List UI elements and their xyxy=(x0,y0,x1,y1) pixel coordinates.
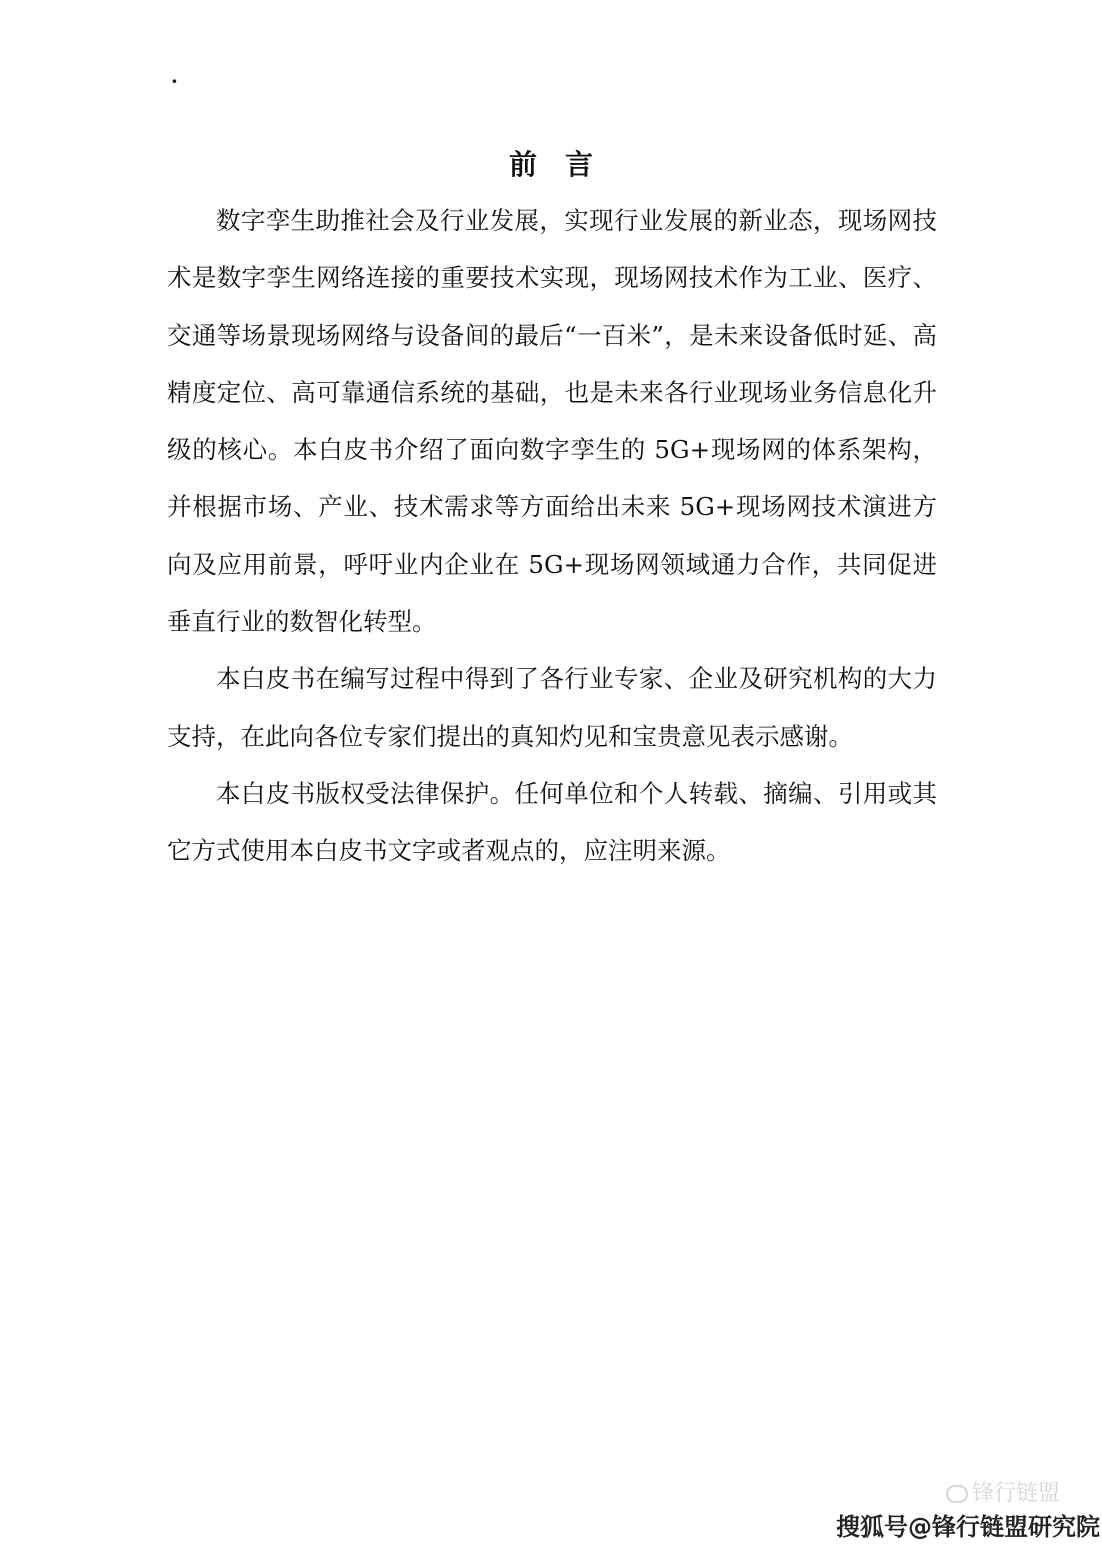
header-dot: · xyxy=(170,65,179,98)
paragraph-intro: 数字孪生助推社会及行业发展，实现行业发展的新业态，现场网技术是数字孪生网络连接的重要技术实现，现场网技术作为工业、医疗、交通等场景现场网络与设备间的最后“一百米”，是未来设备低时延、高精度定位、高可靠通信系统的基础，也是未来各行业现场业务信息化升级的核心。本白皮书介绍了面向数字孪生的 5G+现场网的体系架构，并根据市场、产业、技术需求等方面给出未来 5G+现场网技术演进方向及应用前景，呼吁业内企业在 5G+现场网领域通力合作，共同促进垂直行业的数智化转型。 xyxy=(167,206,937,637)
body-text xyxy=(167,192,937,880)
page-title: 前言 xyxy=(508,148,621,181)
faint-watermark xyxy=(946,1480,1060,1508)
paragraph-copyright: 本白皮书版权受法律保护。任何单位和个人转载、摘编、引用或其它方式使用本白皮书文字或者观点的，应注明来源。 xyxy=(167,778,937,866)
source-watermark: 搜狐号@锋行链盟研究院 xyxy=(836,1513,1100,1541)
faint-watermark-text: 锋行链盟 xyxy=(972,1481,1061,1506)
wechat-icon xyxy=(946,1485,968,1503)
paragraph-acknowledgement: 本白皮书在编写过程中得到了各行业专家、企业及研究机构的大力支持，在此向各位专家们提出的真知灼见和宝贵意见表示感谢。 xyxy=(167,664,937,751)
